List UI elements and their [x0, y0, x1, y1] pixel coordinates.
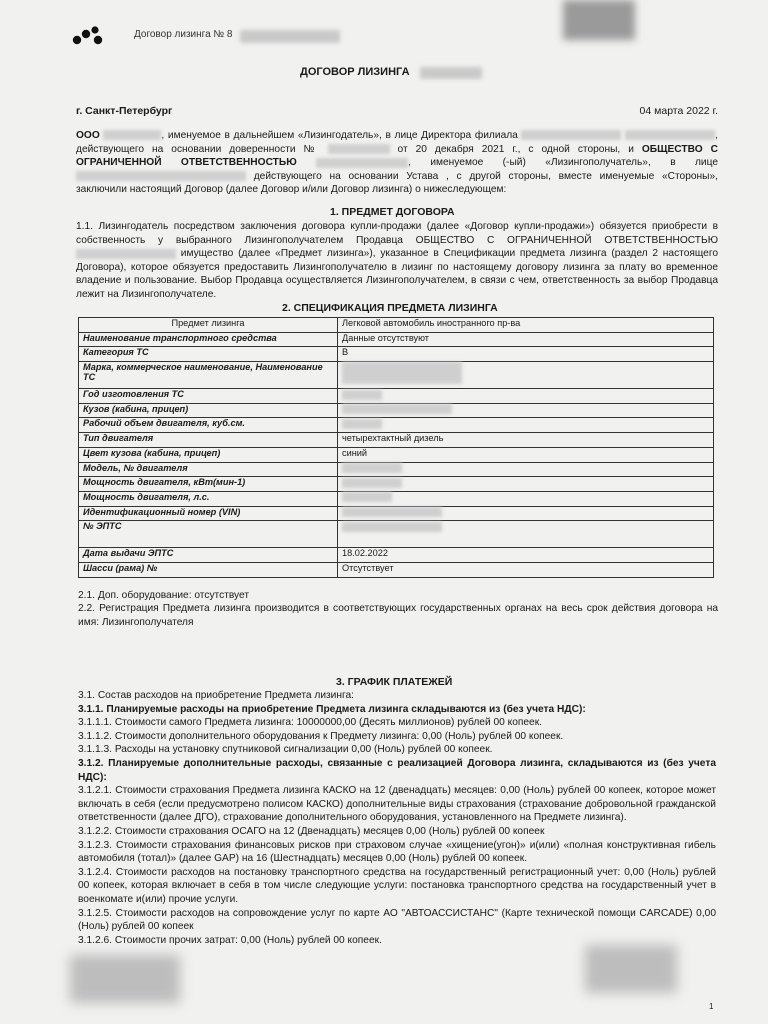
redacted [316, 158, 408, 168]
table-row [79, 403, 714, 418]
intro-t4: от 20 декабря 2021 г., с одной стороны, и [397, 143, 634, 155]
redacted [328, 144, 390, 154]
clause-3-1: 3.1. Состав расходов на приобретение Предмета лизинга: [78, 690, 354, 701]
redacted [76, 249, 176, 259]
section-3-title: 3. ГРАФИК ПЛАТЕЖЕЙ [336, 676, 453, 688]
spec-label: Рабочий объем двигателя, куб.см. [79, 418, 338, 433]
spec-label: Марка, коммерческое наименование, Наименование ТС [79, 362, 338, 389]
spec-value: Отсутствует [338, 562, 714, 577]
table-header-label: Предмет лизинга [79, 318, 338, 333]
section-1-title: 1. ПРЕДМЕТ ДОГОВОРА [330, 206, 455, 218]
clause-3-1-1-2: 3.1.1.2. Стоимости дополнительного оборудования к Предмету лизинга: 0,00 (Ноль) рублей 00 копеек. [78, 730, 564, 742]
table-row [79, 332, 714, 347]
document-title: ДОГОВОР ЛИЗИНГА [300, 66, 410, 78]
redacted [342, 404, 452, 414]
spec-label: Шасси (рама) № [79, 562, 338, 577]
table-row [79, 362, 714, 389]
spec-value [338, 506, 714, 521]
section-3-body [78, 689, 716, 947]
redacted [342, 522, 442, 532]
redacted [342, 390, 382, 400]
intro-t1: ООО [76, 130, 100, 141]
spec-label: Цвет кузова (кабина, прицеп) [79, 447, 338, 462]
spec-label: Дата выдачи ЭПТС [79, 548, 338, 563]
table-row [79, 506, 714, 521]
redacted-title-number [420, 67, 482, 79]
table-row [79, 447, 714, 462]
table-row [79, 562, 714, 577]
clause-2-1: 2.1. Доп. оборудование: отсутствует [78, 590, 250, 601]
table-row [79, 418, 714, 433]
redacted [76, 171, 246, 181]
spec-label: Кузов (кабина, прицеп) [79, 403, 338, 418]
spec-label: № ЭПТС [79, 521, 338, 548]
redacted [342, 463, 402, 473]
intro-paragraph [76, 129, 718, 197]
header-doc-ref: Договор лизинга № 8 [134, 29, 233, 40]
section-1-paragraph [76, 220, 718, 302]
spec-value: синий [338, 447, 714, 462]
table-row [79, 462, 714, 477]
intro-t8: действующего на основании Устава , с другой стороны, вместе именуемые «Стороны», заключили настоящий Договор (далее Договор и/или Договор лизинга) о нижеследующем: [76, 170, 718, 196]
specification-table [78, 317, 714, 578]
spec-label: Модель, № двигателя [79, 462, 338, 477]
city: г. Санкт-Петербург [76, 105, 173, 117]
clause-2-2: 2.2. Регистрация Предмета лизинга производится в соответствующих государственных органах на весь срок действия договора на имя: Лизингополучателя [78, 603, 718, 628]
table-row [79, 433, 714, 448]
spec-value [338, 362, 714, 389]
redacted-signature-right [585, 945, 677, 993]
clause-3-1-2-6: 3.1.2.6. Стоимости прочих затрат: 0,00 (Ноль) рублей 00 копеек. [78, 934, 382, 946]
redacted [342, 362, 462, 384]
spec-label: Мощность двигателя, кВт(мин-1) [79, 477, 338, 492]
intro-t7: в лице [670, 157, 718, 169]
spec-value [338, 462, 714, 477]
clause-3-1-2-4: 3.1.2.4. Стоимости расходов на постановку транспортного средства на государственный регистрационный учет: 0,00 (Ноль) рублей 00 копеек, которая включает в себя в том числе следующие услуги: постановка транспортного средства на государственный учет в военкомате и(или) прочие услуги. [78, 866, 716, 905]
spec-value [338, 521, 714, 548]
table-row [79, 548, 714, 563]
redacted [521, 130, 621, 140]
clause-3-1-2-5: 3.1.2.5. Стоимости расходов на сопровождение услуг по карте АО "АВТОАССИСТАНС" (Карте технической помощи CARCADE) 0,00 (Ноль) рублей 00 копеек [78, 907, 716, 933]
redacted [342, 492, 392, 502]
redacted-corner [563, 0, 635, 40]
intro-t3: , действующего на основании доверенности № [76, 130, 718, 155]
table-row [79, 477, 714, 492]
spec-label: Категория ТС [79, 347, 338, 362]
clause-3-1-2: 3.1.2. Планируемые дополнительные расходы, связанные с реализацией Договора лизинга, складываются из (без учета НДС): [78, 757, 716, 783]
redacted [625, 130, 715, 140]
spec-value [338, 418, 714, 433]
page-number: 1 [709, 1002, 714, 1011]
table-row [79, 318, 714, 333]
spec-label: Идентификационный номер (VIN) [79, 506, 338, 521]
table-row [79, 347, 714, 362]
table-row [79, 389, 714, 404]
redacted [342, 507, 442, 517]
section-1-p1: 1.1. Лизингодатель посредством заключения договора купли-продажи (далее «Договор купли-продажи») обязуется приобрести в собственность у выбранного Лизингополучателем Продавца ОБЩЕСТВО С ОГРАНИЧЕННОЙ ОТВЕТСТВЕННОСТЬЮ [76, 221, 718, 246]
spec-value: B [338, 347, 714, 362]
clause-3-1-1-1: 3.1.1.1. Стоимости самого Предмета лизинга: 10000000,00 (Десять миллионов) рублей 00 копеек. [78, 717, 543, 729]
redacted-header-number [240, 30, 340, 43]
company-logo [72, 26, 106, 48]
spec-value [338, 491, 714, 506]
redacted-signature-left [70, 955, 180, 1003]
spec-value [338, 477, 714, 492]
intro-t6: , именуемое (-ый) «Лизингополучатель», [408, 157, 651, 169]
table-row [79, 521, 714, 548]
spec-label: Тип двигателя [79, 433, 338, 448]
intro-t5: ОБЩЕСТВО С ОГРАНИЧЕННОЙ ОТВЕТСТВЕННОСТЬЮ [76, 143, 718, 169]
spec-value: 18.02.2022 [338, 548, 714, 563]
section-2-title: 2. СПЕЦИФИКАЦИЯ ПРЕДМЕТА ЛИЗИНГА [282, 302, 498, 314]
intro-t2: , именуемое в дальнейшем «Лизингодатель», в лице Директора филиала [161, 130, 518, 141]
spec-value [338, 403, 714, 418]
spec-label: Наименование транспортного средства [79, 332, 338, 347]
section-1-p2: имущество (далее «Предмет лизинга»), указанное в Спецификации предмета лизинга (раздел 2 настоящего Договора), которое обязуется предоставить Лизингополучателю в лизинг по настоящему договору лизинга за плату во временное владение и пользование. Выбор Продавца осуществляется Лизингополучателем, в связи с чем, ответственность за выбор Продавца лежит на Лизингополучателе. [76, 248, 718, 300]
redacted [342, 478, 402, 488]
clause-3-1-2-2: 3.1.2.2. Стоимости страхования ОСАГО на 12 (Двенадцать) месяцев 0,00 (Ноль) рублей 00 копеек [78, 825, 545, 837]
spec-label: Мощность двигателя, л.с. [79, 491, 338, 506]
table-header-value: Легковой автомобиль иностранного пр-ва [338, 318, 714, 333]
spec-value: Данные отсутствуют [338, 332, 714, 347]
clause-3-1-2-3: 3.1.2.3. Стоимости страхования финансовых рисков при страховом случае «хищение(угон)» и(или) «полная конструктивная гибель автомобиля (тотал)» (далее GAP) на 16 (Шестнадцать) месяцев 0,00 (Ноль) рублей 00 копеек. [78, 839, 716, 865]
clause-3-1-1: 3.1.1. Планируемые расходы на приобретение Предмета лизинга складываются из (без учета НДС): [78, 703, 586, 715]
clause-3-1-1-3: 3.1.1.3. Расходы на установку спутниковой сигнализации 0,00 (Ноль) рублей 00 копеек. [78, 744, 493, 756]
redacted [342, 419, 382, 429]
table-row [79, 491, 714, 506]
spec-label: Год изготовления ТС [79, 389, 338, 404]
spec-value: четырехтактный дизель [338, 433, 714, 448]
redacted [103, 130, 161, 140]
contract-date: 04 марта 2022 г. [639, 105, 718, 117]
spec-value [338, 389, 714, 404]
clause-3-1-2-1: 3.1.2.1. Стоимости страхования Предмета лизинга КАСКО на 12 (двенадцать) месяцев: 0,00 (Ноль) рублей 00 копеек, которое может включать в себя (если предусмотрено полисом КАСКО) дополнительные виды страхования (страхование добровольной гражданской ответственности (далее ДГО), страхование дополнительного оборудования, установленного на Предмете лизинга). [78, 785, 716, 824]
